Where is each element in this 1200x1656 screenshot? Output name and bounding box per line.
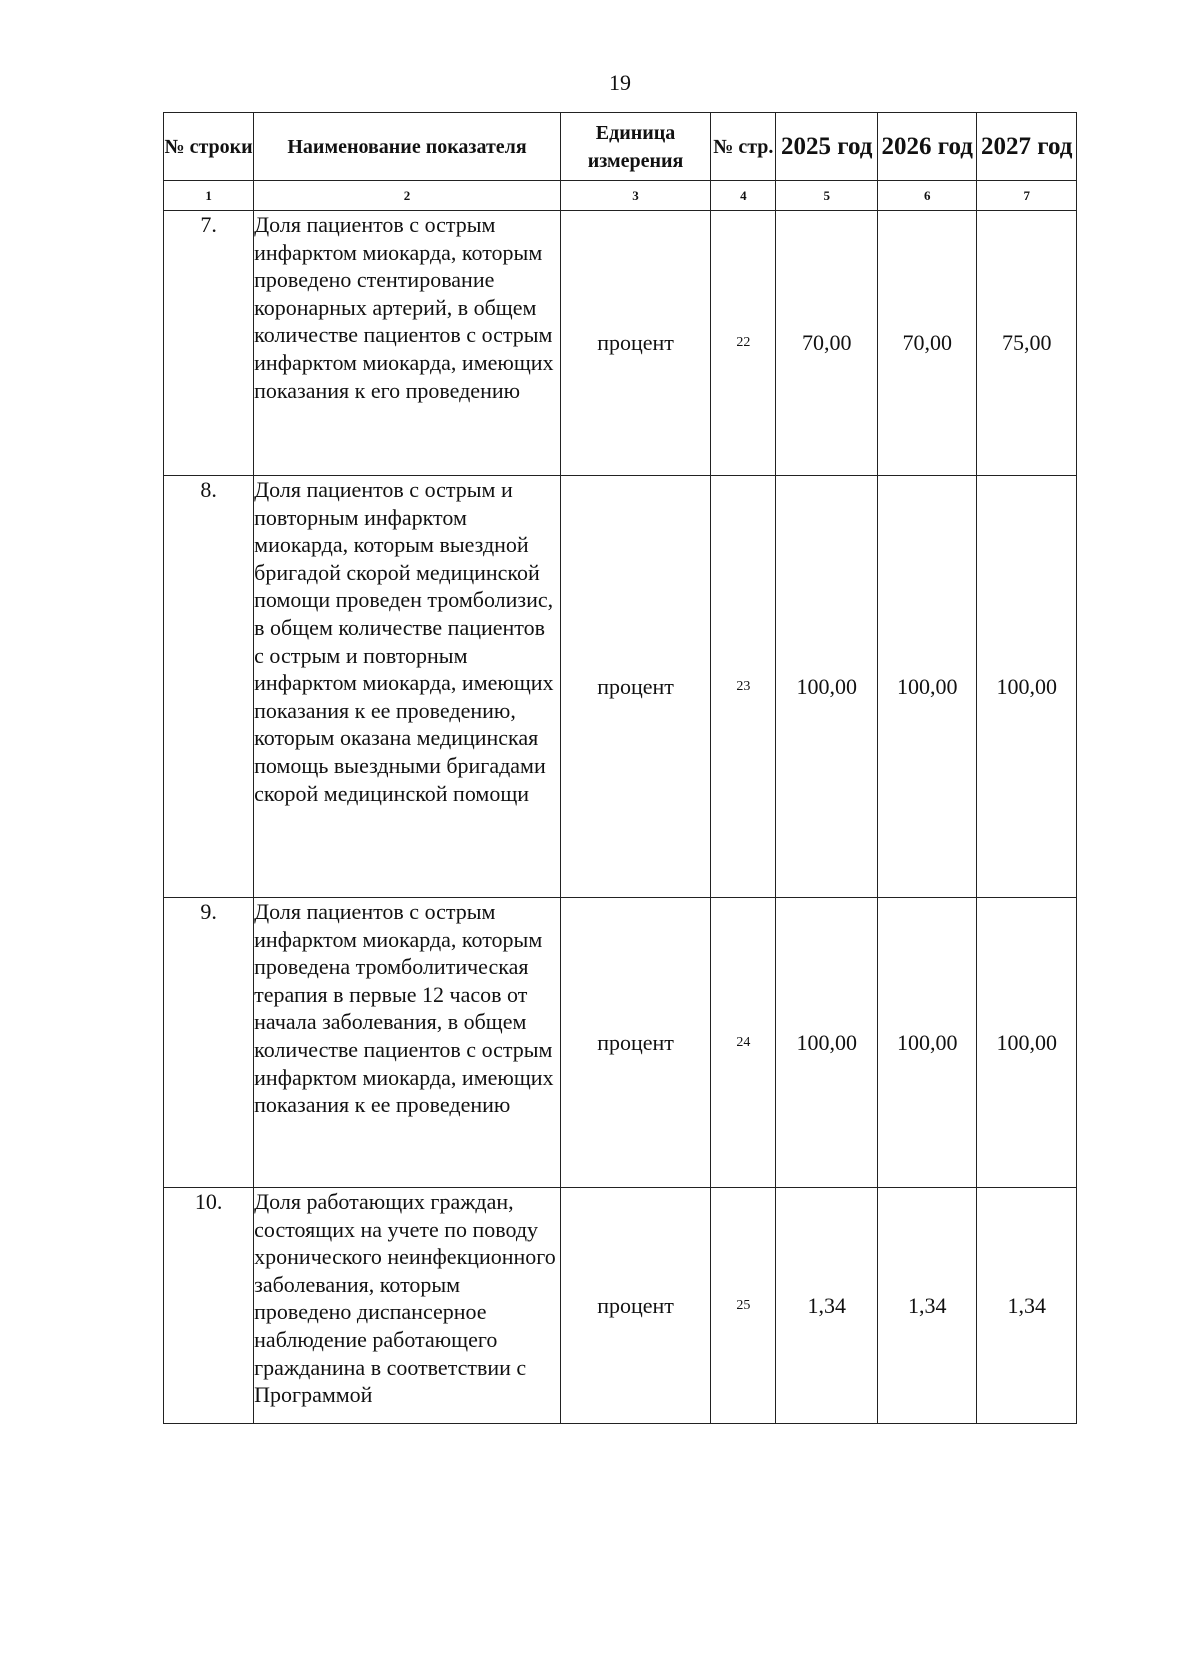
header-2026: 2026 год — [878, 113, 977, 181]
page-number: 19 — [609, 70, 631, 95]
indicator-name: Доля пациентов с острым инфарктом миокарда, которым проведена тромболитическая терапия в первые 12 часов от начала заболевания, в общем количестве пациентов с острым инфарктом миокарда, имеющих показания к ее проведению — [254, 898, 561, 1188]
value-2026: 100,00 — [878, 476, 977, 898]
value-2025: 70,00 — [776, 211, 878, 476]
indicator-name: Доля пациентов с острым инфарктом миокарда, которым проведено стентирование коронарных артерий, в общем количестве пациентов с острым инфарктом миокарда, имеющих показания к его проведению — [254, 211, 561, 476]
unit-cell: процент — [560, 211, 710, 476]
column-number-row — [164, 181, 1077, 211]
column-number: 4 — [711, 181, 776, 211]
value-2025: 100,00 — [776, 476, 878, 898]
column-number: 5 — [776, 181, 878, 211]
indicator-name: Доля пациентов с острым и повторным инфарктом миокарда, которым выездной бригадой скорой медицинской помощи проведен тромболизис, в общем количестве пациентов с острым и повторным инфарктом миокарда, имеющих показания к ее проведению, которым оказана медицинская помощь выездными бригадами скорой медицинской помощи — [254, 476, 561, 898]
row-number: 10. — [164, 1188, 254, 1424]
indicators-table — [163, 112, 1077, 1424]
page-cell: 24 — [711, 898, 776, 1188]
row-number: 9. — [164, 898, 254, 1188]
header-2027: 2027 год — [977, 113, 1077, 181]
column-number: 6 — [878, 181, 977, 211]
header-indicator-name: Наименование показателя — [254, 113, 561, 181]
value-2025: 1,34 — [776, 1188, 878, 1424]
value-2027: 75,00 — [977, 211, 1077, 476]
header-2025: 2025 год — [776, 113, 878, 181]
table-row — [164, 211, 1077, 476]
header-page: № стр. — [711, 113, 776, 181]
value-2026: 100,00 — [878, 898, 977, 1188]
table-row — [164, 898, 1077, 1188]
row-number: 8. — [164, 476, 254, 898]
indicator-name: Доля работающих граждан, состоящих на учете по поводу хронического неинфекционного заболевания, которым проведено диспансерное наблюдение работающего гражданина в соответствии с Программой — [254, 1188, 561, 1424]
unit-cell: процент — [560, 898, 710, 1188]
column-number: 1 — [164, 181, 254, 211]
value-2027: 100,00 — [977, 476, 1077, 898]
page-cell: 25 — [711, 1188, 776, 1424]
column-number: 3 — [560, 181, 710, 211]
table-row — [164, 476, 1077, 898]
table-row — [164, 1188, 1077, 1424]
unit-cell: процент — [560, 1188, 710, 1424]
header-unit: Единица измерения — [560, 113, 710, 181]
header-row-number: № строки — [164, 113, 254, 181]
page-cell: 23 — [711, 476, 776, 898]
column-number: 7 — [977, 181, 1077, 211]
page-cell: 22 — [711, 211, 776, 476]
value-2027: 1,34 — [977, 1188, 1077, 1424]
value-2026: 70,00 — [878, 211, 977, 476]
column-number: 2 — [254, 181, 561, 211]
unit-cell: процент — [560, 476, 710, 898]
header-row — [164, 113, 1077, 181]
value-2025: 100,00 — [776, 898, 878, 1188]
row-number: 7. — [164, 211, 254, 476]
value-2027: 100,00 — [977, 898, 1077, 1188]
value-2026: 1,34 — [878, 1188, 977, 1424]
